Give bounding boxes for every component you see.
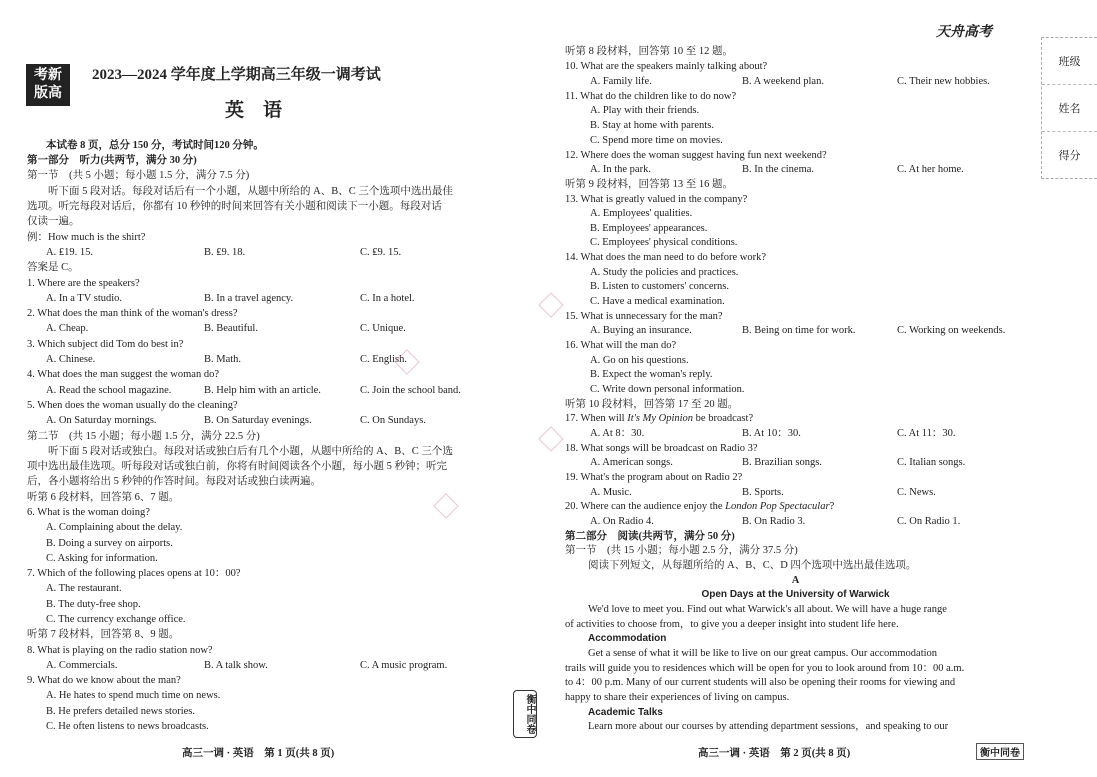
material-heading: 听第 10 段材料，回答第 17 至 20 题。	[565, 399, 739, 410]
option-b: B. At 10：30.	[742, 428, 801, 439]
question-20-tail: ?	[829, 501, 835, 512]
option-a: A. Buying an insurance.	[590, 325, 692, 336]
option-a: A. ₤19. 15.	[46, 247, 93, 258]
option-a: A. Music.	[590, 487, 632, 498]
question-15: 15. What is unnecessary for the man?	[565, 311, 723, 322]
paragraph-line: of activities to choose from，to give you a deeper insight into student life here.	[565, 619, 899, 630]
option-c: C. At 11：30.	[897, 428, 956, 439]
option-b: B. A talk show.	[204, 660, 268, 671]
option-a: A. In a TV studio.	[46, 293, 123, 304]
option-b: B. Sports.	[742, 487, 784, 498]
option-c: C. Write down personal information.	[590, 384, 745, 395]
brand-logo: 天舟高考	[936, 24, 992, 40]
option-c: C. Employees' physical conditions.	[590, 237, 738, 248]
option-b: B. He prefers detailed news stories.	[46, 706, 195, 717]
exam-info: 本试卷 8 页，总分 150 分，考试时间120 分钟。	[46, 140, 264, 151]
student-info-sidebar	[1041, 37, 1097, 179]
paragraph-line: trails will guide you to residences which will be open for you to look around from 10：00 a.m.	[565, 663, 965, 674]
question-13: 13. What is greatly valued in the company?	[565, 194, 748, 205]
paragraph-line: Get a sense of what it will be like to live on our great campus. Our accommodation	[588, 648, 938, 659]
option-a: A. On Saturday mornings.	[46, 415, 157, 426]
watermark-icon	[433, 493, 458, 518]
section1-heading: 第一节 (共 5 小题；每小题 1.5 分，满分 7.5 分)	[27, 170, 250, 181]
option-b: B. A weekend plan.	[742, 76, 824, 87]
question-10: 10. What are the speakers mainly talking about?	[565, 61, 768, 72]
instruction: 后，各小题将给出 5 秒钟的作答时间。每段对话或独白读两遍。	[27, 476, 321, 487]
option-c: C. Asking for information.	[46, 553, 158, 564]
paragraph-line: Learn more about our courses by attending department sessions，and speaking to our	[588, 721, 949, 732]
option-c: C. Spend more time on movies.	[590, 135, 723, 146]
option-b: B. Math.	[204, 354, 242, 365]
instruction: 阅读下列短文，从每题所给的 A、B、C、D 四个选项中选出最佳选项。	[588, 560, 917, 571]
option-b: B. In the cinema.	[742, 164, 815, 175]
example-question: 例：How much is the shirt?	[27, 232, 146, 243]
option-c: C. Working on weekends.	[897, 325, 1006, 336]
material-heading: 听第 8 段材料，回答第 10 至 12 题。	[565, 46, 733, 57]
question-18: 18. What songs will be broadcast on Radio 3?	[565, 443, 758, 454]
option-a: A. In the park.	[590, 164, 651, 175]
option-c: C. Their new hobbies.	[897, 76, 990, 87]
option-c: C. Unique.	[360, 323, 406, 334]
option-b: B. Doing a survey on airports.	[46, 538, 173, 549]
option-a: A. Chinese.	[46, 354, 96, 365]
option-b: B. Beautiful.	[204, 323, 258, 334]
option-c: C. Join the school band.	[360, 385, 461, 396]
material-heading: 听第 7 段材料，回答第 8、9 题。	[27, 629, 180, 640]
instruction: 项中选出最佳选项。听每段对话或独白前，你将有时间阅读各个小题，每小题 5 秒钟；听完	[27, 461, 447, 472]
class-label: 班级	[1058, 55, 1081, 68]
option-a: A. At 8：30.	[590, 428, 645, 439]
material-heading: 听第 6 段材料，回答第 6、7 题。	[27, 492, 180, 503]
option-c: C. News.	[897, 487, 936, 498]
option-c: C. Have a medical examination.	[590, 296, 725, 307]
option-c: C. Italian songs.	[897, 457, 966, 468]
option-b: B. Stay at home with parents.	[590, 120, 714, 131]
question-9: 9. What do we know about the man?	[27, 675, 181, 686]
question-17-tail: be broadcast?	[693, 413, 754, 424]
right-page	[548, 0, 1097, 777]
option-a: A. Complaining about the delay.	[46, 522, 183, 533]
option-a: A. Cheap.	[46, 323, 89, 334]
subheading: Academic Talks	[588, 707, 663, 718]
option-b: B. The duty-free shop.	[46, 599, 141, 610]
option-a: A. On Radio 4.	[590, 516, 654, 527]
option-c: C. On Radio 1.	[897, 516, 961, 527]
section2-heading: 第二节 (共 15 小题；每小题 1.5 分，满分 22.5 分)	[27, 431, 260, 442]
page-footer: 高三一调 · 英语 第 2 页(共 8 页)	[698, 748, 851, 759]
option-c: C. At her home.	[897, 164, 964, 175]
question-5: 5. When does the woman usually do the cleaning?	[27, 400, 238, 411]
name-field[interactable]	[1042, 85, 1097, 132]
question-12: 12. Where does the woman suggest having fun next weekend?	[565, 150, 827, 161]
name-label: 姓名	[1058, 102, 1081, 115]
option-c: C. The currency exchange office.	[46, 614, 186, 625]
stamp-vertical: 衡中同卷	[513, 690, 537, 738]
part1-heading: 第一部分 听力(共两节，满分 30 分)	[27, 155, 197, 166]
option-b: B. Listen to customers' concerns.	[590, 281, 729, 292]
question-11: 11. What do the children like to do now?	[565, 91, 737, 102]
instruction: 选项。听完每段对话后，你都有 10 秒钟的时间来回答有关小题和阅读下一小题。每段对话	[27, 201, 442, 212]
option-a: A. Go on his questions.	[590, 355, 689, 366]
option-a: A. Commercials.	[46, 660, 118, 671]
program-name: London Pop Spectacular	[725, 501, 830, 512]
question-3: 3. Which subject did Tom do best in?	[27, 339, 184, 350]
option-c: C. In a hotel.	[360, 293, 415, 304]
option-a: A. Employees' qualities.	[590, 208, 693, 219]
option-b: B. Employees' appearances.	[590, 223, 708, 234]
option-b: B. On Saturday evenings.	[204, 415, 312, 426]
question-14: 14. What does the man need to do before work?	[565, 252, 766, 263]
option-c: C. ₤9. 15.	[360, 247, 402, 258]
option-a: A. Play with their friends.	[590, 105, 700, 116]
option-a: A. Study the policies and practices.	[590, 267, 739, 278]
score-label: 得分	[1058, 149, 1081, 162]
badge-logo	[26, 64, 70, 106]
material-heading: 听第 9 段材料，回答第 13 至 16 题。	[565, 179, 733, 190]
option-a: A. Read the school magazine.	[46, 385, 172, 396]
question-7: 7. Which of the following places opens at 10：00?	[27, 568, 241, 579]
question-19: 19. What's the program about on Radio 2?	[565, 472, 743, 483]
passage-title: Open Days at the University of Warwick	[701, 589, 890, 600]
question-8: 8. What is playing on the radio station now?	[27, 645, 213, 656]
paragraph-line: to 4：00 p.m. Many of our current students will also be opening their rooms for viewing and	[565, 677, 956, 688]
score-field[interactable]	[1042, 132, 1097, 178]
question-20-text: 20. Where can the audience enjoy the	[565, 501, 726, 512]
option-a: A. He hates to spend much time on news.	[46, 690, 221, 701]
subheading: Accommodation	[588, 633, 667, 644]
option-c: C. He often listens to news broadcasts.	[46, 721, 209, 732]
example-answer: 答案是 C。	[27, 262, 79, 273]
subject-title: 英 语	[225, 100, 283, 121]
instruction: 听下面 5 段对话或独白。每段对话或独白后有几个小题，从题中所给的 A、B、C 三个选	[48, 446, 453, 457]
option-c: C. A music program.	[360, 660, 448, 671]
question-16: 16. What will the man do?	[565, 340, 677, 351]
option-a: A. Family life.	[590, 76, 652, 87]
question-17	[565, 412, 753, 426]
page-footer: 高三一调 · 英语 第 1 页(共 8 页)	[182, 748, 335, 759]
option-c: C. On Sundays.	[360, 415, 426, 426]
option-a: A. The restaurant.	[46, 583, 122, 594]
exam-title: 2023—2024 学年度上学期高三年级一调考试	[92, 67, 381, 83]
stamp-badge: 衡中同卷	[976, 743, 1024, 760]
question-4: 4. What does the man suggest the woman do?	[27, 369, 219, 380]
section1-heading: 第一节 (共 15 小题；每小题 2.5 分，满分 37.5 分)	[565, 545, 798, 556]
option-a: A. American songs.	[590, 457, 673, 468]
paragraph-line: We'd love to meet you. Find out what Warwick's all about. We will have a huge range	[588, 604, 947, 615]
option-b: B. Help him with an article.	[204, 385, 321, 396]
option-b: B. Being on time for work.	[742, 325, 856, 336]
left-page	[0, 0, 548, 777]
option-b: B. ₤9. 18.	[204, 247, 246, 258]
question-20	[565, 500, 834, 514]
badge-text: 考新 版高	[34, 67, 62, 101]
option-b: B. On Radio 3.	[742, 516, 806, 527]
instruction: 听下面 5 段对话。每段对话后有一个小题，从题中所给的 A、B、C 三个选项中选出最佳	[48, 186, 453, 197]
option-b: B. Expect the woman's reply.	[590, 369, 713, 380]
instruction: 仅读一遍。	[27, 216, 80, 227]
question-1: 1. Where are the speakers?	[27, 278, 140, 289]
question-17-text: 17. When will	[565, 413, 628, 424]
part2-heading: 第二部分 阅读(共两节，满分 50 分)	[565, 531, 735, 542]
question-2: 2. What does the man think of the woman's dress?	[27, 308, 238, 319]
option-c: C. English.	[360, 354, 407, 365]
option-b: B. Brazilian songs.	[742, 457, 822, 468]
class-field[interactable]	[1042, 38, 1097, 85]
passage-letter: A	[791, 575, 800, 586]
paragraph-line: happy to share their experiences of living on campus.	[565, 692, 790, 703]
program-name: It's My Opinion	[627, 413, 694, 424]
option-b: B. In a travel agency.	[204, 293, 294, 304]
question-6: 6. What is the woman doing?	[27, 507, 150, 518]
